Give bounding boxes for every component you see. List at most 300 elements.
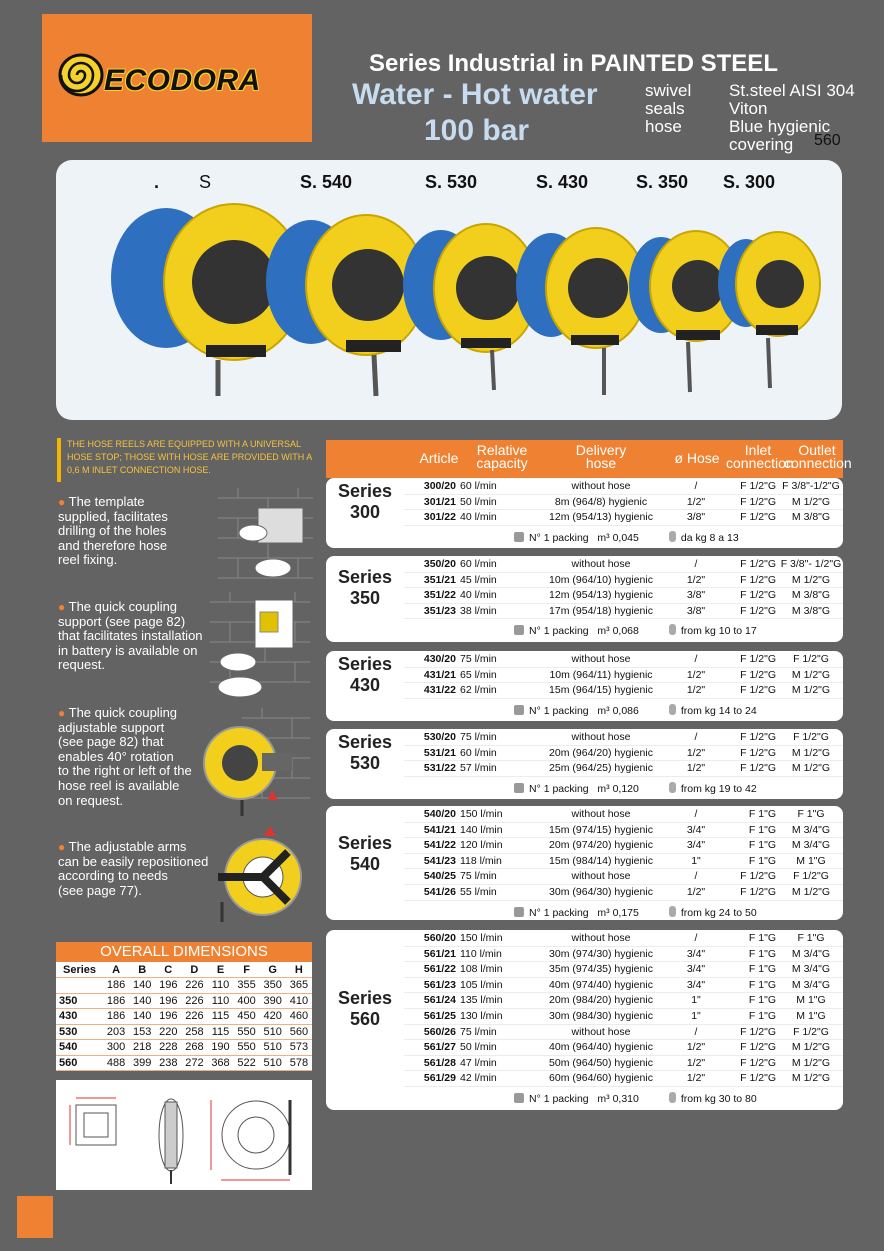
hose-reels-illustration	[56, 160, 842, 420]
outlet-cell: M 1"G	[796, 854, 826, 867]
article-cell: 531/21	[423, 746, 456, 759]
article-cell: 351/23	[423, 604, 456, 617]
delivery-cell: without hose	[571, 870, 631, 883]
delivery-cell: 12m (954/13) hygienic	[549, 511, 653, 524]
packing-weight: from kg 14 to 24	[680, 704, 757, 717]
table-row	[404, 962, 843, 978]
outlet-cell: M 3/4"G	[791, 963, 831, 976]
dimensions-cell: 399	[129, 1055, 155, 1071]
dimensions-cell: 300	[103, 1040, 129, 1056]
subtitle-water: Water - Hot water	[352, 78, 598, 111]
table-row	[404, 604, 843, 620]
capacity-cell: 60 l/min	[460, 480, 497, 492]
outlet-cell: M 1"G	[796, 994, 826, 1007]
article-cell: 541/23	[423, 854, 456, 867]
dimensions-cell: 350	[56, 993, 103, 1009]
delivery-cell: 30m (974/30) hygienic	[549, 947, 653, 960]
article-cell: 351/21	[423, 573, 456, 586]
inlet-cell: F 1/2"G	[740, 1056, 776, 1069]
outlet-cell: M 1/2"G	[791, 573, 831, 586]
outlet-cell: M 1/2"G	[791, 684, 831, 697]
article-cell: 561/22	[423, 963, 456, 976]
article-cell: 541/21	[423, 823, 456, 836]
dimensions-cell	[56, 978, 103, 994]
dimensions-cell: 530	[56, 1024, 103, 1040]
dimensions-cell: 272	[181, 1055, 207, 1071]
article-cell: 300/20	[423, 480, 456, 492]
dimensions-cell: 488	[103, 1055, 129, 1071]
spec-value-seals: Viton	[729, 99, 768, 118]
hose-cell: /	[694, 480, 698, 492]
series-card	[326, 806, 843, 920]
table-row	[404, 869, 843, 885]
series-name: Series 430	[337, 654, 393, 696]
dimensions-header-cell: E	[207, 962, 233, 978]
photo-label: S. 530	[425, 172, 478, 192]
dimensions-header-cell: Series	[56, 962, 103, 978]
hose-cell: 1/2"	[686, 684, 706, 697]
table-row	[404, 1009, 843, 1025]
delivery-cell: without hose	[571, 480, 631, 492]
dimensions-cell: 110	[207, 993, 233, 1009]
capacity-cell: 45 l/min	[460, 573, 497, 586]
hose-cell: 1/2"	[686, 746, 706, 759]
dimensions-cell: 203	[103, 1024, 129, 1040]
photo-label: .	[154, 172, 160, 192]
dimensions-header-cell: H	[286, 962, 312, 978]
delivery-cell: 50m (964/50) hygienic	[549, 1056, 653, 1069]
series-name: Series 300	[337, 481, 393, 523]
hose-cell: 1"	[691, 994, 701, 1007]
capacity-cell: 108 l/min	[460, 963, 503, 976]
inlet-cell: F 1"G	[748, 808, 776, 820]
inlet-cell: F 1/2"G	[740, 1041, 776, 1054]
reel-icon	[403, 224, 538, 390]
capacity-cell: 65 l/min	[460, 668, 497, 681]
dimensions-cell: 550	[234, 1024, 260, 1040]
dimensions-cell: 196	[155, 1009, 181, 1025]
capacity-cell: 47 l/min	[460, 1056, 497, 1069]
capacity-cell: 140 l/min	[460, 823, 503, 836]
outlet-cell: F 1"G	[797, 932, 825, 944]
header-hose: ø Hose	[674, 450, 720, 466]
hose-cell: 1/2"	[686, 668, 706, 681]
delivery-cell: 35m (974/35) hygienic	[549, 963, 653, 976]
header-outlet: Outlet connection	[784, 442, 852, 471]
table-row	[404, 573, 843, 589]
packing-volume: m³ 0,175	[597, 906, 639, 919]
outlet-cell: M 1/2"G	[791, 668, 831, 681]
packing-label: N° 1 packing	[529, 704, 589, 717]
header-delivery: Delivery hose	[575, 442, 627, 471]
hose-cell: 1/2"	[686, 1041, 706, 1054]
table-row	[404, 807, 843, 823]
inlet-cell: F 1/2"G	[740, 1072, 776, 1085]
inlet-cell: F 1"G	[748, 932, 776, 944]
article-cell: 561/28	[423, 1056, 456, 1069]
dimensions-row	[56, 1009, 312, 1025]
dimensions-cell: 140	[129, 1009, 155, 1025]
series-card	[326, 729, 843, 799]
box-icon	[514, 1093, 524, 1103]
dimensions-cell: 186	[103, 978, 129, 994]
spec-extra: 560	[814, 132, 841, 149]
capacity-cell: 42 l/min	[460, 1072, 497, 1085]
hose-cell: 3/8"	[686, 511, 706, 524]
delivery-cell: 17m (954/18) hygienic	[549, 604, 653, 617]
hose-cell: /	[694, 870, 698, 883]
article-cell: 350/20	[423, 558, 456, 570]
delivery-cell: 12m (954/13) hygienic	[549, 589, 653, 602]
dimensions-row	[56, 1055, 312, 1071]
table-row	[404, 947, 843, 963]
capacity-cell: 62 l/min	[460, 684, 497, 697]
dimensions-cell: 560	[286, 1024, 312, 1040]
reel-icon	[266, 215, 426, 396]
packing-volume: m³ 0,045	[597, 531, 639, 544]
capacity-cell: 135 l/min	[460, 994, 503, 1007]
dimensions-cell: 460	[286, 1009, 312, 1025]
delivery-cell: 40m (974/40) hygienic	[549, 978, 653, 991]
outlet-cell: M 3/4"G	[791, 823, 831, 836]
table-row	[404, 683, 843, 699]
hose-cell: 3/4"	[686, 823, 706, 836]
table-row	[404, 668, 843, 684]
table-row	[404, 838, 843, 854]
dimensions-header-cell: B	[129, 962, 155, 978]
dimensions-row	[56, 978, 312, 994]
packing-label: N° 1 packing	[529, 1093, 589, 1105]
table-row	[404, 495, 843, 511]
photo-label: S. 300	[723, 172, 776, 192]
hose-cell: 1/2"	[686, 495, 706, 508]
dimensions-row	[56, 993, 312, 1009]
dimensions-cell: 186	[103, 1009, 129, 1025]
table-row	[404, 931, 843, 947]
hose-cell: 3/4"	[686, 839, 706, 852]
weight-icon	[669, 531, 676, 542]
table-row	[404, 761, 843, 777]
photo-label: S	[199, 172, 212, 192]
table-row	[404, 854, 843, 870]
delivery-cell: 25m (964/25) hygienic	[549, 762, 653, 775]
dimensions-cell: 368	[207, 1055, 233, 1071]
dimensions-cell: 390	[260, 993, 286, 1009]
delivery-cell: 10m (964/10) hygienic	[549, 573, 653, 586]
inlet-cell: F 1"G	[748, 823, 776, 836]
capacity-cell: 75 l/min	[460, 1025, 497, 1038]
inlet-cell: F 1/2"G	[740, 684, 776, 697]
dimensions-cell: 573	[286, 1040, 312, 1056]
inlet-cell: F 1/2"G	[740, 604, 776, 617]
outlet-cell: F 3/8"-1/2"G	[782, 480, 840, 492]
capacity-cell: 57 l/min	[460, 762, 497, 775]
hose-cell: /	[694, 558, 698, 570]
table-row	[404, 993, 843, 1009]
packing-weight: from kg 30 to 80	[680, 1093, 757, 1105]
box-icon	[514, 783, 524, 793]
delivery-cell: 60m (964/60) hygienic	[549, 1072, 653, 1085]
outlet-cell: M 1/2"G	[791, 886, 831, 898]
capacity-cell: 75 l/min	[460, 870, 497, 883]
article-cell: 431/22	[423, 684, 456, 697]
packing-volume: m³ 0,086	[597, 704, 639, 717]
packing-info	[514, 906, 757, 919]
spec-key-seals: seals	[645, 99, 685, 118]
inlet-cell: F 1/2"G	[740, 558, 776, 570]
capacity-cell: 40 l/min	[460, 511, 497, 524]
table-row	[404, 823, 843, 839]
capacity-cell: 120 l/min	[460, 839, 503, 852]
photo-label: S. 350	[636, 172, 689, 192]
outlet-cell: M 3/4"G	[791, 839, 831, 852]
hose-cell: 3/4"	[686, 947, 706, 960]
dimensions-cell: 238	[155, 1055, 181, 1071]
capacity-cell: 75 l/min	[460, 731, 497, 743]
dimensions-row	[56, 1024, 312, 1040]
dimensions-row	[56, 1040, 312, 1056]
dimensions-cell: 550	[234, 1040, 260, 1056]
delivery-cell: without hose	[571, 653, 631, 665]
inlet-cell: F 1/2"G	[740, 731, 776, 743]
dimensions-cell: 196	[155, 978, 181, 994]
delivery-cell: 30m (984/30) hygienic	[549, 1010, 653, 1022]
dimensions-cell: 560	[56, 1055, 103, 1071]
article-cell: 530/20	[423, 731, 456, 743]
packing-weight: from kg 10 to 17	[680, 625, 757, 638]
table-row	[404, 746, 843, 762]
dimensions-cell: 186	[103, 993, 129, 1009]
dimensions-cell: 578	[286, 1055, 312, 1071]
hose-cell: 1"	[691, 1010, 701, 1022]
note-coupling-support: ● The quick coupling support (see page 82) that facilitates installation in battery is available on request.	[58, 599, 203, 673]
dimensions-cell: 115	[207, 1024, 233, 1040]
table-row	[404, 479, 843, 495]
outlet-cell: M 1/2"G	[791, 1041, 831, 1054]
template-install-icon	[218, 488, 313, 588]
header-article: Article	[419, 450, 459, 466]
inlet-cell: F 1"G	[748, 994, 776, 1007]
dimensions-cell: 510	[260, 1040, 286, 1056]
product-photo	[56, 160, 842, 420]
outlet-cell: M 3/8"G	[791, 511, 831, 524]
dimensions-cell: 140	[129, 993, 155, 1009]
spec-value-hose: Blue hygienic	[729, 117, 831, 136]
capacity-cell: 40 l/min	[460, 589, 497, 602]
dimensions-cell: 190	[207, 1040, 233, 1056]
dimensions-cell: 430	[56, 1009, 103, 1025]
hose-cell: 1/2"	[686, 886, 706, 898]
delivery-cell: 40m (964/40) hygienic	[549, 1041, 653, 1054]
inlet-cell: F 1"G	[748, 963, 776, 976]
box-icon	[514, 705, 524, 715]
spec-value-swivel: St.steel AISI 304	[729, 81, 855, 100]
delivery-cell: without hose	[571, 932, 631, 944]
article-cell: 560/20	[423, 932, 456, 944]
capacity-cell: 150 l/min	[460, 808, 503, 820]
note-adjustable-support: ● The quick coupling adjustable support (see page 82) that enables 40° rotation to the right or left of the hose reel is available on request.	[58, 705, 192, 808]
article-cell: 540/25	[423, 870, 456, 883]
reel-icon	[516, 228, 646, 395]
article-cell: 431/21	[423, 668, 456, 681]
box-icon	[514, 532, 524, 542]
delivery-cell: 15m (964/15) hygienic	[549, 684, 653, 697]
capacity-cell: 50 l/min	[460, 495, 497, 508]
delivery-cell: without hose	[571, 558, 631, 570]
outlet-cell: M 3/8"G	[791, 589, 831, 602]
hose-cell: /	[694, 808, 698, 820]
coupling-support-icon	[210, 592, 310, 702]
delivery-cell: 20m (984/20) hygienic	[549, 994, 653, 1007]
inlet-cell: F 1"G	[748, 1010, 776, 1022]
packing-volume: m³ 0,310	[597, 1093, 639, 1105]
hose-cell: 1"	[691, 854, 701, 867]
article-cell: 561/23	[423, 978, 456, 991]
dimensions-cell: 522	[234, 1055, 260, 1071]
capacity-cell: 150 l/min	[460, 932, 503, 944]
series-card	[326, 556, 843, 642]
article-cell: 540/20	[423, 808, 456, 820]
capacity-cell: 75 l/min	[460, 653, 497, 665]
article-cell: 561/24	[423, 994, 456, 1007]
header-inlet: Inlet connection	[726, 442, 794, 471]
header-capacity: Relative capacity	[476, 442, 528, 471]
hose-cell: 3/4"	[686, 963, 706, 976]
delivery-cell: 20m (964/20) hygienic	[549, 746, 653, 759]
logo-text: ECODORA	[104, 64, 261, 97]
outlet-cell: F 1/2"G	[793, 1025, 829, 1038]
inlet-cell: F 1"G	[748, 854, 776, 867]
dimensions-cell: 226	[181, 978, 207, 994]
dimensions-cell: 400	[234, 993, 260, 1009]
dimensions-header-cell: F	[234, 962, 260, 978]
capacity-cell: 130 l/min	[460, 1010, 503, 1022]
hose-cell: 1/2"	[686, 1056, 706, 1069]
outlet-cell: M 1/2"G	[791, 495, 831, 508]
spec-key-swivel: swivel	[645, 81, 692, 100]
capacity-cell: 118 l/min	[460, 854, 502, 867]
dimensions-cell: 510	[260, 1024, 286, 1040]
table-row	[404, 1025, 843, 1041]
dimensions-cell: 510	[260, 1055, 286, 1071]
table-row	[404, 510, 843, 526]
page-corner-mark	[17, 1196, 53, 1238]
inlet-cell: F 1/2"G	[740, 668, 776, 681]
inlet-cell: F 1/2"G	[740, 886, 776, 898]
table-row	[404, 1056, 843, 1072]
article-cell: 561/27	[423, 1041, 456, 1054]
delivery-cell: without hose	[571, 808, 631, 820]
outlet-cell: M 3/8"G	[791, 604, 831, 617]
packing-info	[514, 704, 757, 717]
inlet-cell: F 1"G	[748, 839, 776, 852]
subtitle-pressure: 100 bar	[424, 114, 530, 147]
inlet-cell: F 1/2"G	[740, 573, 776, 586]
weight-icon	[669, 906, 676, 917]
dimensions-header-cell: G	[260, 962, 286, 978]
inlet-cell: F 1/2"G	[740, 870, 776, 883]
hose-cell: 3/4"	[686, 978, 706, 991]
packing-label: N° 1 packing	[529, 906, 589, 919]
dimensions-cell: 350	[260, 978, 286, 994]
packing-weight: from kg 24 to 50	[680, 906, 757, 919]
note-template: ● The template supplied, facilitates drilling of the holes and therefore hose reel fixing.	[58, 494, 168, 568]
adjustable-arms-icon	[208, 822, 312, 926]
capacity-cell: 50 l/min	[460, 1041, 497, 1054]
outlet-cell: M 1"G	[796, 1010, 826, 1022]
dimensions-cell: 268	[181, 1040, 207, 1056]
series-name: Series 530	[337, 732, 393, 774]
capacity-cell: 110 l/min	[460, 947, 502, 960]
logo-spiral-icon	[58, 52, 104, 98]
article-cell: 531/22	[423, 762, 456, 775]
dimensions-header-cell: C	[155, 962, 181, 978]
series-name: Series 350	[337, 567, 393, 609]
overall-dimensions-table	[56, 942, 312, 1071]
series-name: Series 560	[337, 988, 393, 1029]
article-cell: 560/26	[423, 1025, 456, 1038]
hose-cell: 3/8"	[686, 589, 706, 602]
weight-icon	[669, 782, 676, 793]
packing-label: N° 1 packing	[529, 625, 589, 638]
capacity-cell: 60 l/min	[460, 558, 497, 570]
article-cell: 541/22	[423, 839, 456, 852]
capacity-cell: 105 l/min	[460, 978, 503, 991]
outlet-cell: M 3/4"G	[791, 947, 831, 960]
notice-text: THE HOSE REELS ARE EQUIPPED WITH A UNIVERSAL HOSE STOP; THOSE WITH HOSE ARE PROVIDED WITH A 0,6 M INLET CONNECTION HOSE.	[57, 438, 319, 482]
hose-cell: 3/8"	[686, 604, 706, 617]
table-header	[326, 440, 852, 478]
dimensions-cell: 540	[56, 1040, 103, 1056]
article-cell: 561/25	[423, 1010, 456, 1022]
packing-info	[514, 624, 757, 637]
hose-cell: 1/2"	[686, 573, 706, 586]
packing-info	[514, 531, 739, 544]
packing-info	[514, 782, 757, 795]
reel-icon	[718, 232, 820, 388]
delivery-cell: 15m (974/15) hygienic	[549, 823, 653, 836]
inlet-cell: F 1/2"G	[740, 511, 776, 524]
inlet-cell: F 1/2"G	[740, 495, 776, 508]
note-adjustable-arms: ● The adjustable arms can be easily repositioned according to needs (see page 77).	[58, 839, 209, 898]
packing-weight: da kg 8 a 13	[680, 531, 739, 544]
hose-cell: /	[694, 731, 698, 743]
packing-label: N° 1 packing	[529, 782, 589, 795]
dimensions-cell: 355	[234, 978, 260, 994]
photo-label: S. 540	[300, 172, 353, 192]
dimensions-cell: 115	[207, 1009, 233, 1025]
spec-key-hose: hose	[645, 117, 682, 136]
page-title: Series Industrial in PAINTED STEEL	[369, 50, 778, 77]
dimensions-cell: 226	[181, 1009, 207, 1025]
delivery-cell: 8m (964/8) hygienic	[554, 495, 648, 508]
outlet-cell: M 1/2"G	[791, 1072, 831, 1085]
table-row	[404, 885, 843, 901]
article-cell: 351/22	[423, 589, 456, 602]
dimensions-cell: 450	[234, 1009, 260, 1025]
table-row	[404, 978, 843, 994]
table-row	[404, 1040, 843, 1056]
box-icon	[514, 907, 524, 917]
table-row	[404, 730, 843, 746]
dimensions-cell: 153	[129, 1024, 155, 1040]
packing-label: N° 1 packing	[529, 531, 589, 544]
spec-value-covering: covering	[729, 135, 794, 154]
article-cell: 301/21	[423, 495, 456, 508]
series-card	[326, 930, 843, 1110]
inlet-cell: F 1/2"G	[740, 762, 776, 775]
delivery-cell: 20m (974/20) hygienic	[549, 839, 653, 852]
